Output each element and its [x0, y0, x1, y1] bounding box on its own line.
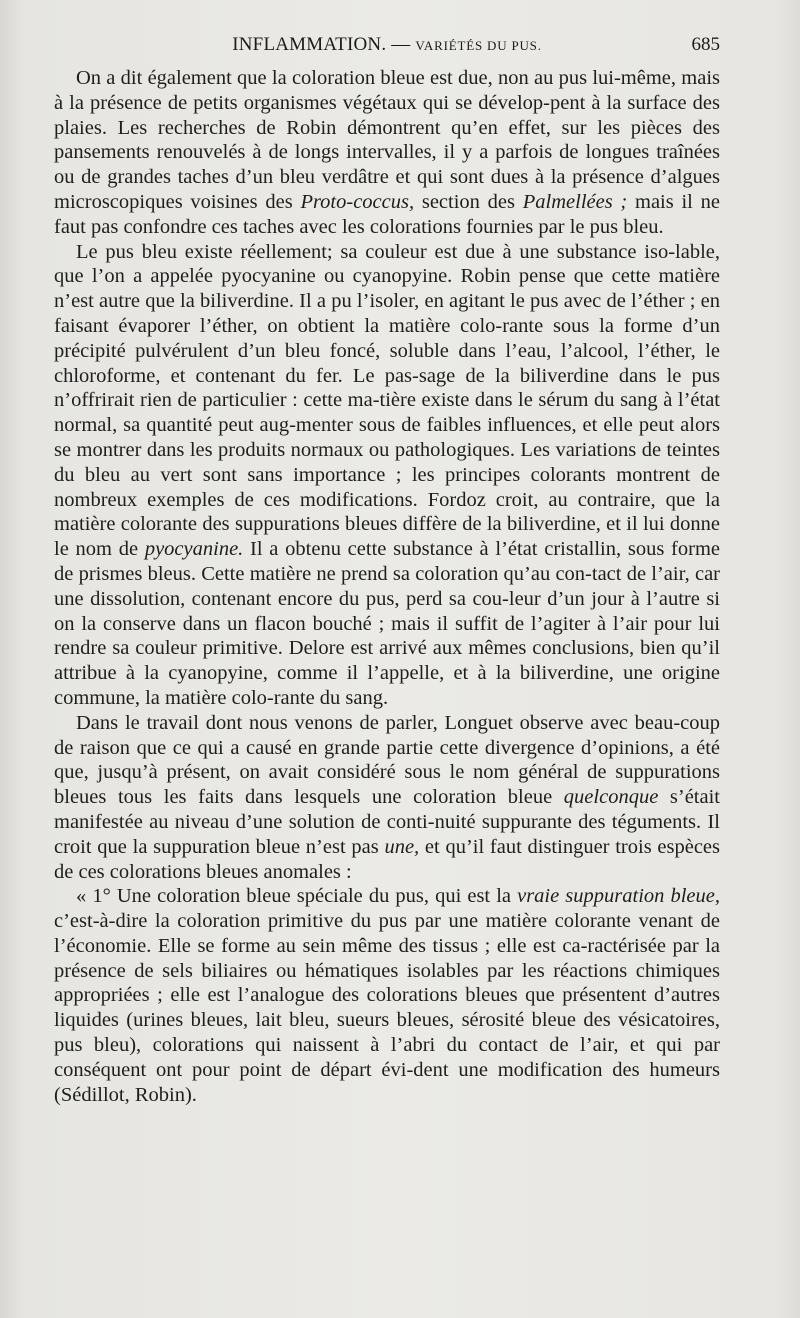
paragraph-3-text-a: Dans le travail dont nous venons de parler, Longuet observe avec beau-coup de raison que ce qui a causé en grande partie cette divergence d’opinions, a été que, jusqu’à présent, on avait considéré sous le nom général de suppurations bleues tous les faits dans lesquels une coloration bleue	[54, 711, 720, 809]
title-dash: —	[386, 34, 416, 55]
paragraph-4-text-b: c’est-à-dire la coloration primitive du pus par une matière colorante venant de l’économie. Elle se forme au sein même des tissus ; elle est ca-ractérisée par la présence de sels biliaires ou hématiques isolables par les réactions chimiques appropriées ; elle est l’analogue des colorations bleues que présentent d’autres liquides (urines bleues, lait bleu, sueurs bleues, sérosité bleue des vésicatoires, pus bleu), colorations qui naissent à l’abri du contact de l’air, et qui par conséquent ont pour point de départ évi-dent une modification des humeurs (Sédillot, Robin).	[54, 910, 720, 1106]
paragraph-2-italic-a: pyocyanine.	[144, 538, 244, 561]
paragraph-2-text-b: Il a obtenu cette substance à l’état cristallin, sous forme de prismes bleus. Cette matière ne prend sa coloration qu’au con-tact de l’air, car une dissolution, contenant encore du pus, perd sa cou-leur d’un jour à l’autre si on la conserve dans un flacon bouché ; mais il suffit de l’agiter à l’air pour lui rendre sa couleur primitive. Delore est arrivé aux mêmes conclusions, bien qu’il attribue à la cyanopyine, comme il l’appelle, et à la biliverdine, une origine commune, la matière colo-rante du sang.	[54, 538, 720, 709]
paragraph-1-italic-a: Proto-coccus,	[300, 190, 415, 213]
chapter-title: INFLAMMATION.	[232, 34, 387, 55]
paragraph-4	[54, 884, 720, 1107]
paragraph-3	[54, 711, 720, 885]
paragraph-3-text-b: s’était manifestée au niveau d’une solution de conti-nuité suppurante des téguments. Il croit que la suppuration bleue n’est pas	[54, 786, 720, 858]
paragraph-3-text-c: et qu’il faut distinguer trois espèces de ces colorations bleues anomales :	[54, 835, 720, 883]
paragraph-1-text-b: section des	[414, 190, 523, 213]
page-number: 685	[691, 34, 720, 55]
paragraph-2	[54, 240, 720, 711]
main-text	[54, 66, 720, 1107]
section-title: VARIÉTÉS DU PUS.	[415, 38, 542, 53]
paragraph-3-italic-b: une,	[384, 835, 420, 858]
paragraph-1-text-c: mais il ne faut pas confondre ces taches avec les colorations fournies par le pus bleu.	[54, 190, 720, 238]
paragraph-4-text-a: « 1° Une coloration bleue spéciale du pus, qui est la	[76, 885, 518, 908]
paragraph-1-italic-b: Palmellées ;	[522, 190, 628, 213]
paragraph-4-italic-a: vraie suppuration bleue,	[517, 885, 720, 908]
running-title	[54, 34, 720, 56]
paragraph-1	[54, 66, 720, 240]
paragraph-3-italic-a: quelconque	[563, 786, 659, 809]
running-header	[54, 34, 720, 58]
paragraph-2-text-a: Le pus bleu existe réellement; sa couleur est due à une substance iso-lable, que l’on a appelée pyocyanine ou cyanopyine. Robin pense que cette matière n’est autre que la biliverdine. Il a pu l’isoler, en agitant le pus avec de l’éther ; en faisant évaporer l’éther, on obtient la matière colo-rante sous la forme d’un précipité pulvérulent d’un bleu foncé, soluble dans l’eau, l’alcool, l’éther, le chloroforme, et contenant du fer. Le pas-sage de la biliverdine dans le pus n’offrirait rien de particulier : cette ma-tière existe dans le sérum du sang à l’état normal, sa quantité peut aug-menter sous de faibles influences, et elle peut alors se montrer dans les produits normaux ou pathologiques. Les variations de teintes du bleu au vert sont sans importance ; les principes colorants montrent de nombreux exemples de ces modifications. Fordoz croit, au contraire, que la matière colorante des suppurations bleues diffère de la biliverdine, et il lui donne le nom de	[54, 240, 720, 561]
paragraph-1-text-a: On a dit également que la coloration bleue est due, non au pus lui-même, mais à la présence de petits organismes végétaux qui se dévelop-pent à la surface des plaies. Les recherches de Robin démontrent qu’en effet, sur les pièces des pansements renouvelés à de longs intervalles, il y a parfois de longues traînées ou de grandes taches d’un bleu verdâtre et qui sont dues à la présence d’algues microscopiques voisines des	[54, 67, 720, 213]
